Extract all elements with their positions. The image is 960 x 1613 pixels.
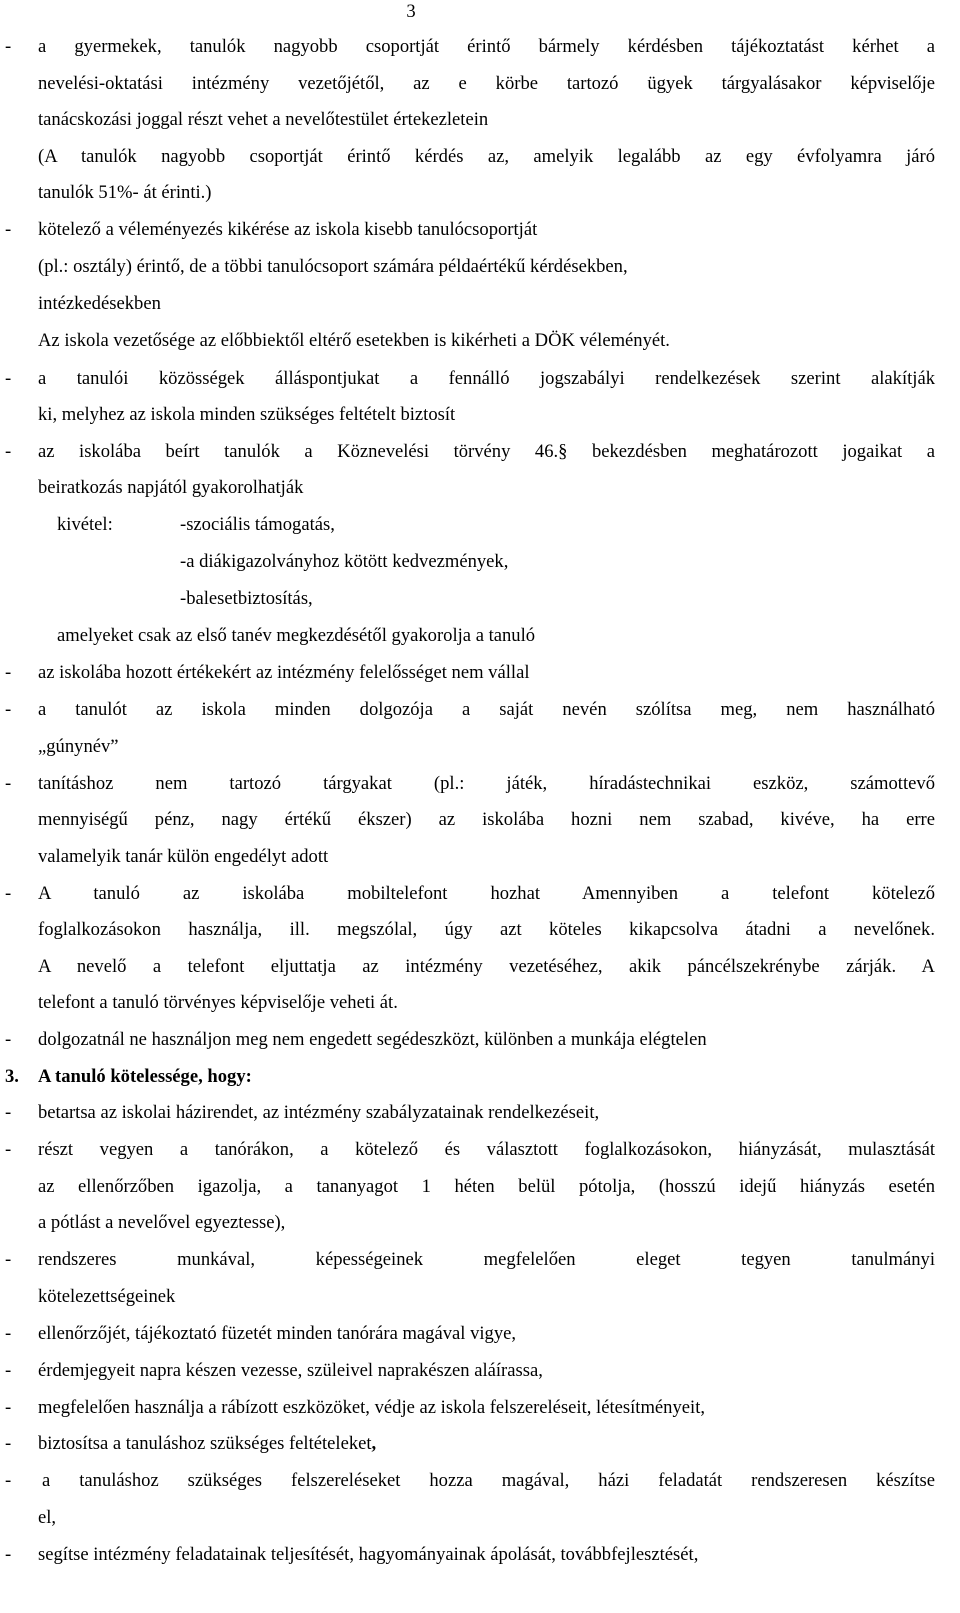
text-line: a tanulót az iskola minden dolgozója a saját nevén szólítsa meg, nem használható <box>38 699 935 720</box>
text-line: az iskolába beírt tanulók a Köznevelési törvény 46.§ bekezdésben meghatározott jogaikat a <box>38 441 935 462</box>
text-line: a pótlást a nevelővel egyeztesse), <box>38 1212 286 1233</box>
bullet-dash: - <box>5 773 12 794</box>
text-line: (pl.: osztály) érintő, de a többi tanulócsoport számára példaértékű kérdésekben, <box>38 256 628 277</box>
exception-item: -szociális támogatás, <box>180 514 335 535</box>
bullet-dash: - <box>5 1029 12 1050</box>
bullet-dash: - <box>5 1544 12 1565</box>
page-number: 3 <box>406 1 416 22</box>
exception-item: -a diákigazolványhoz kötött kedvezmények, <box>180 551 509 572</box>
text-line: érdemjegyeit napra készen vezesse, szüleivel naprakészen aláírassa, <box>38 1360 543 1381</box>
text-line: nevelési-oktatási intézmény vezetőjétől, az e körbe tartozó ügyek tárgyalásakor képviselője <box>38 73 935 94</box>
bullet-dash: - <box>5 1433 12 1454</box>
text-line: betartsa az iskolai házirendet, az intézmény szabályzatainak rendelkezéseit, <box>38 1102 600 1123</box>
text-line: az iskolába hozott értékekért az intézmény felelősséget nem vállal <box>38 662 530 683</box>
text-line: (A tanulók nagyobb csoportját érintő kérdés az, amelyik legalább az egy évfolyamra járó <box>38 146 935 167</box>
text-line: kötelező a véleményezés kikérése az iskola kisebb tanulócsoportját <box>38 219 538 240</box>
text-line: segítse intézmény feladatainak teljesítését, hagyományainak ápolását, továbbfejlesztését, <box>38 1544 699 1565</box>
text-line: A nevelő a telefont eljuttatja az intézmény vezetéséhez, akik páncélszekrénybe zárják. A <box>38 956 935 977</box>
bullet-dash: - <box>5 441 12 462</box>
text-line: a gyermekek, tanulók nagyobb csoportját érintő bármely kérdésben tájékoztatást kérhet a <box>38 36 935 57</box>
text-line: A tanuló az iskolába mobiltelefont hozhat Amennyiben a telefont kötelező <box>38 883 935 904</box>
text-line: foglalkozásokon használja, ill. megszólal, úgy azt köteles kikapcsolva átadni a nevelőnek. <box>38 919 935 940</box>
text-line: az ellenőrzőben igazolja, a tananyagot 1 héten belül pótolja, (hosszú idejű hiányzás esetén <box>38 1176 935 1197</box>
text-line: tanításhoz nem tartozó tárgyakat (pl.: játék, híradástechnikai eszköz, számottevő <box>38 773 935 794</box>
text-line: intézkedésekben <box>38 293 161 314</box>
section-number: 3. <box>5 1066 19 1087</box>
text-line: beiratkozás napjától gyakorolhatják <box>38 477 304 498</box>
text-line-comma: , <box>371 1433 377 1454</box>
bullet-dash: - <box>5 36 12 57</box>
text-line: Az iskola vezetősége az előbbiektől eltérő esetekben is kikérheti a DÖK véleményét. <box>38 330 670 351</box>
text-line: tanulók 51%- át érinti.) <box>38 182 212 203</box>
text-line: kötelezettségeinek <box>38 1286 176 1307</box>
text-line: a tanuláshoz szükséges felszereléseket hozza magával, házi feladatát rendszeresen készítse <box>42 1470 935 1491</box>
text-line: telefont a tanuló törvényes képviselője veheti át. <box>38 992 398 1013</box>
section-heading: A tanuló kötelessége, hogy: <box>38 1066 252 1087</box>
text-line: megfelelően használja a rábízott eszközöket, védje az iskola felszereléseit, létesítményeit, <box>38 1397 706 1418</box>
text-line-content: biztosítsa a tanuláshoz szükséges feltételeket <box>38 1433 372 1454</box>
bullet-dash: - <box>5 662 12 683</box>
text-line: mennyiségű pénz, nagy értékű ékszer) az iskolába hozni nem szabad, kivéve, ha erre <box>38 809 935 830</box>
bullet-dash: - <box>5 1102 12 1123</box>
text-line: részt vegyen a tanórákon, a kötelező és választott foglalkozásokon, hiányzását, mulasztását <box>38 1139 935 1160</box>
bullet-dash: - <box>5 1323 12 1344</box>
bullet-dash: - <box>5 699 12 720</box>
text-line: tanácskozási joggal részt vehet a nevelőtestület értekezletein <box>38 109 489 130</box>
exception-item: -balesetbiztosítás, <box>180 588 313 609</box>
text-line: dolgozatnál ne használjon meg nem engedett segédeszközt, különben a munkája elégtelen <box>38 1029 707 1050</box>
text-line: valamelyik tanár külön engedélyt adott <box>38 846 329 867</box>
bullet-dash: - <box>5 883 12 904</box>
text-line: amelyeket csak az első tanév megkezdésétől gyakorolja a tanuló <box>57 625 536 646</box>
bullet-dash: - <box>5 1360 12 1381</box>
bullet-dash: - <box>5 219 12 240</box>
exception-label: kivétel: <box>57 514 113 535</box>
text-line: rendszeres munkával, képességeinek megfelelően eleget tegyen tanulmányi <box>38 1249 935 1270</box>
text-line: ellenőrzőjét, tájékoztató füzetét minden tanórára magával vigye, <box>38 1323 517 1344</box>
text-line: ki, melyhez az iskola minden szükséges feltételt biztosít <box>38 404 456 425</box>
bullet-dash: - <box>5 368 12 389</box>
bullet-dash: - <box>5 1470 12 1491</box>
text-line: a tanulói közösségek álláspontjukat a fennálló jogszabályi rendelkezések szerint alakítják <box>38 368 935 389</box>
bullet-dash: - <box>5 1249 12 1270</box>
text-line: el, <box>38 1507 57 1528</box>
bullet-dash: - <box>5 1397 12 1418</box>
text-line <box>38 1432 935 1456</box>
bullet-dash: - <box>5 1139 12 1160</box>
text-line: „gúnynév” <box>38 736 119 757</box>
